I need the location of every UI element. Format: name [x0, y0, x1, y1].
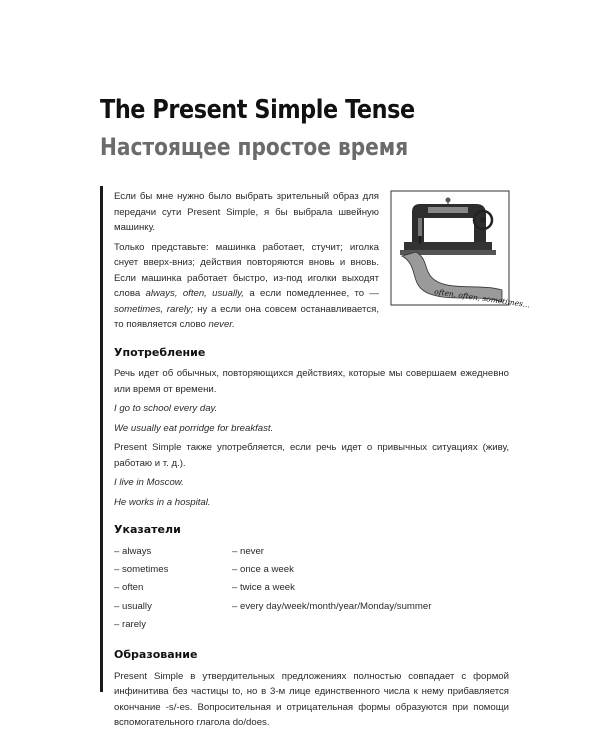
- intro: [114, 189, 509, 333]
- formation-heading: Образование: [114, 648, 198, 662]
- pointer-item: – once a week: [232, 563, 294, 575]
- pointers-list: [114, 544, 509, 636]
- pointer-item: – twice a week: [232, 582, 295, 594]
- pointer-item: – sometimes: [114, 563, 169, 575]
- content: [114, 189, 509, 735]
- formation-paragraph: Present Simple в утвердительных предложениях полностью совпадает с формой инфинитива без частицы to, но в 3-м лице единственного числа к нему прибавляется окончание -s/-es. Вопросительная и отрицательная формы образуются при помощи вспомогательного глагола do/does.: [114, 670, 509, 729]
- pointer-item: – usually: [114, 600, 152, 612]
- page-title: The Present Simple Tense: [100, 95, 415, 125]
- intro-paragraph-1: Если бы мне нужно было выбрать зрительный образ для передачи сути Present Simple, я бы выбрала швейную машинку.: [114, 191, 379, 233]
- usage-example-2: We usually eat porridge for breakfast.: [114, 422, 274, 434]
- usage-heading: Употребление: [114, 345, 206, 359]
- pointer-item: – every day/week/month/year/Monday/summer: [232, 600, 432, 612]
- pointer-item: – rarely: [114, 619, 146, 631]
- pointer-item: – never: [232, 545, 264, 557]
- pointer-item: – always: [114, 545, 152, 557]
- usage-paragraph-1: Речь идет об обычных, повторяющихся действиях, которые мы совершаем ежедневно или время от времени.: [114, 368, 509, 395]
- usage-example-4: He works in a hospital.: [114, 496, 211, 508]
- intro-paragraph-2: Только представьте: машинка работает, стучит; иголка снует вверх-вниз; действия повторяются вновь и вновь. Если машинка работает быстро, из-под иголки выходят слова always, often, usually, а если помедленнее, то — sometimes, rarely; ну а если она совсем останавливается, то появляется слово never.: [114, 241, 380, 330]
- usage-paragraph-2: Present Simple также употребляется, если речь идет о привычных ситуациях (живу, работаю и т. д.).: [114, 442, 509, 469]
- margin-bar: [100, 186, 103, 692]
- page-subtitle: Настоящее простое время: [100, 133, 409, 161]
- usage-example-3: I live in Moscow.: [114, 477, 184, 488]
- ribbon-text: often, often, sometimes...: [433, 287, 531, 310]
- pointer-item: – often: [114, 582, 144, 594]
- pointers-left-column: [114, 544, 232, 636]
- usage-example-1: I go to school every day.: [114, 403, 218, 414]
- pointers-right-column: [232, 544, 502, 636]
- pointers-heading: Указатели: [114, 523, 181, 536]
